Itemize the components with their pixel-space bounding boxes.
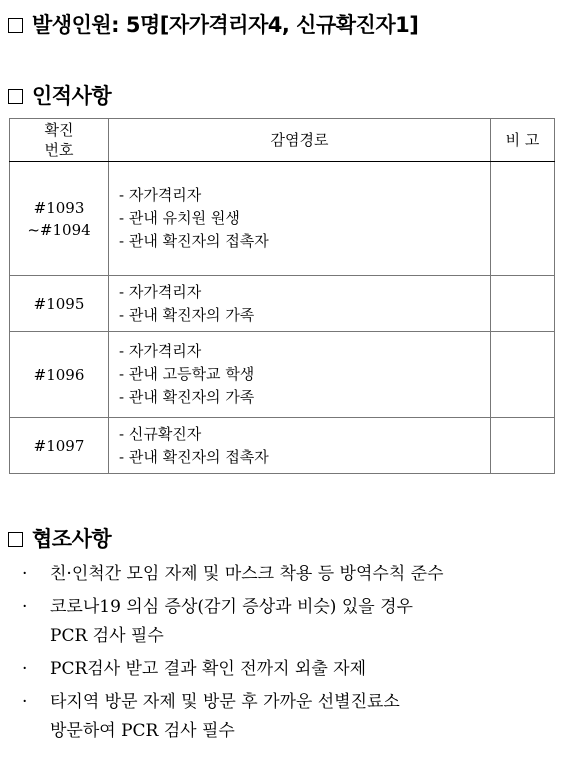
route-line: - 관내 확진자의 접촉자 (119, 232, 269, 250)
list-item-line: 친·인척간 모임 자제 및 마스크 착용 등 방역수칙 준수 (50, 564, 444, 584)
occurrence-heading (8, 9, 418, 39)
header-case-no-line: 확진 (44, 121, 74, 139)
header-note: 비 고 (491, 119, 555, 162)
table-row (10, 276, 555, 332)
table-row (10, 332, 555, 418)
route-line: - 관내 확진자의 가족 (119, 388, 255, 406)
list-item (22, 593, 572, 651)
table-row (10, 162, 555, 276)
case-no-cell (10, 418, 109, 474)
route-cell (109, 332, 491, 418)
case-no: #1093 (33, 198, 85, 217)
case-table (9, 118, 555, 474)
occurrence-heading-text: 발생인원: 5명[자가격리자4, 신규확진자1] (32, 13, 419, 37)
list-item-line: 타지역 방문 자제 및 방문 후 가까운 선별진료소 (50, 692, 400, 712)
personal-info-heading (8, 80, 111, 110)
personal-info-heading-text: 인적사항 (32, 84, 112, 108)
route-line: - 자가격리자 (119, 282, 202, 301)
route-line: - 관내 확진자의 가족 (119, 305, 255, 324)
route-line: - 관내 확진자의 접촉자 (119, 447, 269, 466)
cooperation-heading (8, 523, 111, 553)
bullet-dot-icon: · (22, 597, 28, 617)
list-item-line: 코로나19 의심 증상(감기 증상과 비슷) 있을 경우 (50, 597, 413, 617)
case-no: ~#1094 (27, 220, 91, 239)
checkbox-square-icon (8, 18, 23, 33)
bullet-dot-icon: · (22, 564, 28, 584)
route-cell (109, 162, 491, 276)
route-line: - 자가격리자 (119, 342, 202, 360)
route-cell (109, 276, 491, 332)
route-line: - 신규확진자 (119, 424, 202, 443)
route-cell (109, 418, 491, 474)
list-item-line: PCR 검사 필수 (50, 626, 164, 646)
header-route: 감염경로 (109, 119, 491, 162)
list-item (22, 655, 572, 684)
cooperation-heading-text: 협조사항 (32, 527, 112, 551)
case-no-cell (10, 332, 109, 418)
table-header-row (10, 119, 555, 162)
bullet-dot-icon: · (22, 659, 28, 679)
list-item (22, 560, 572, 589)
note-cell (491, 162, 555, 276)
list-item-line: PCR검사 받고 결과 확인 전까지 외출 자제 (50, 659, 366, 679)
case-no-cell (10, 276, 109, 332)
note-cell (491, 332, 555, 418)
table-row (10, 418, 555, 474)
case-no: #1097 (33, 436, 85, 455)
list-item (22, 688, 572, 746)
route-line: - 관내 유치원 원생 (119, 209, 240, 227)
cooperation-list (22, 560, 572, 750)
case-no: #1096 (33, 365, 85, 384)
note-cell (491, 418, 555, 474)
route-line: - 관내 고등학교 학생 (119, 365, 255, 383)
case-no: #1095 (33, 294, 85, 313)
header-case-no (10, 119, 109, 162)
case-no-cell (10, 162, 109, 276)
checkbox-square-icon (8, 89, 23, 104)
list-item-line: 방문하여 PCR 검사 필수 (50, 721, 235, 741)
route-line: - 자가격리자 (119, 186, 202, 204)
note-cell (491, 276, 555, 332)
bullet-dot-icon: · (22, 692, 28, 712)
checkbox-square-icon (8, 532, 23, 547)
header-case-no-line: 번호 (44, 141, 74, 159)
